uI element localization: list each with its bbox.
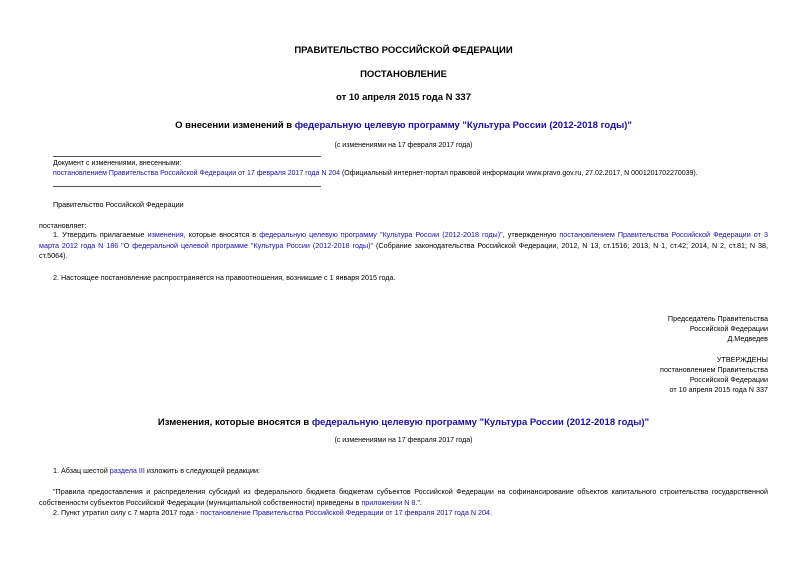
item1-text-c: , утвержденную [502, 230, 560, 239]
annex-program-link[interactable]: федеральную целевую программу "Культура России (2012-2018 годы)" [311, 417, 650, 428]
program-link[interactable]: федеральную целевую программу "Культура России (2012-2018 годы)" [294, 120, 632, 131]
annex-p1-text-a: 1. Абзац шестой [53, 466, 110, 475]
document-title [0, 120, 807, 131]
approved-line-4: от 10 апреля 2015 года N 337 [669, 385, 768, 394]
approved-line-1: УТВЕРЖДЕНЫ [716, 355, 768, 364]
item1-text-b: , которые вносятся в [183, 230, 260, 239]
annex-quote [39, 487, 768, 508]
government-heading: ПРАВИТЕЛЬСТВО РОССИЙСКОЙ ФЕДЕРАЦИИ [294, 45, 513, 56]
annex-paragraph-1 [53, 466, 260, 477]
revision-note: (с изменениями на 17 февраля 2017 года) [334, 142, 473, 149]
divider-bottom [53, 186, 321, 187]
signature-line-3: Д.Медведев [727, 334, 768, 343]
section-iii-link[interactable]: раздела III [109, 466, 145, 475]
changes-caption: Документ с изменениями, внесенными: [53, 160, 182, 167]
annex-p2-text-a: 2. Пункт утратил силу с 7 марта 2017 года - [53, 508, 201, 517]
decrees-text: постановляет: [39, 221, 87, 230]
annex-title-prefix: Изменения, которые вносятся в [157, 417, 312, 428]
item-1 [39, 230, 768, 262]
divider-top [53, 156, 321, 157]
date-number-heading: от 10 апреля 2015 года N 337 [336, 92, 471, 103]
annex-title [0, 417, 807, 428]
changes-link[interactable]: изменения [147, 230, 184, 239]
annex-paragraph-2 [53, 508, 492, 519]
quote-text-b: .". [415, 497, 422, 507]
amending-decree-link[interactable]: постановлением Правительства Российской Федерации от 17 февраля 2017 года N 204 [53, 170, 340, 177]
decree-204-link[interactable]: постановление Правительства Российской Федерации от 17 февраля 2017 года N 204 [200, 508, 491, 517]
annex-p2-text-b: . [490, 508, 493, 517]
changes-source-text: (Официальный интернет-портал правовой информации www.pravo.gov.ru, 27.02.2017, N 0001201702270039). [340, 170, 698, 177]
document-type-heading: ПОСТАНОВЛЕНИЕ [360, 69, 447, 80]
annex-revision-note: (с изменениями на 17 февраля 2017 года) [334, 437, 473, 444]
approved-line-3: Российской Федерации [689, 375, 768, 384]
approved-line-2: постановлением Правительства [660, 365, 768, 374]
title-prefix: О внесении изменений в [175, 120, 295, 131]
issuer-text: Правительство Российской Федерации [53, 200, 184, 209]
item1-text-a: 1. Утвердить прилагаемые [53, 230, 148, 239]
program-link-2[interactable]: федеральную целевую программу "Культура России (2012-2018 годы)" [259, 230, 503, 239]
item-2: 2. Настоящее постановление распространяется на правоотношения, возникшие с 1 января 2015 года. [53, 273, 396, 282]
quote-text-a: "Правила предоставления и распределения субсидий из федерального бюджета бюджетам субъектов Российской Федерации на софинансирование объектов капитального строительства государственной собственности субъектов Российской Федерации (муниципальной собственности) приведены в [39, 487, 768, 507]
annex-p1-text-b: изложить в следующей редакции: [144, 466, 260, 475]
item1-text-d: (Собрание законодательства Российской Федерации, 2012, N 13, ст.1516; 2013, N 1, ст.42; 2014, N 2, ст.81; N 38, ст.5064). [39, 240, 768, 260]
signature-line-1: Председатель Правительства [667, 314, 768, 323]
signature-line-2: Российской Федерации [689, 324, 768, 333]
changes-source [53, 170, 698, 177]
annex-8-link[interactable]: приложении N 8 [361, 497, 416, 507]
decree-186-link[interactable]: постановлением Правительства Российской Федерации от 3 марта 2012 года N 186 "О федеральной целевой программе "Культура России (2012-2018 годы)" [39, 230, 768, 250]
